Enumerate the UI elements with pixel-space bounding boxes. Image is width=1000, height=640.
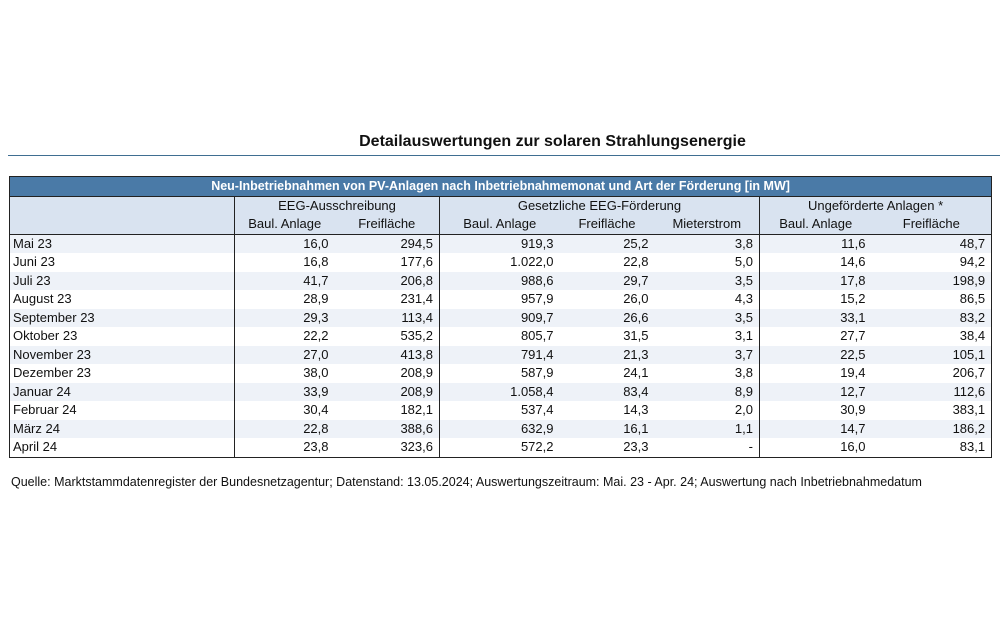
value-cell: 22,2: [235, 327, 335, 346]
value-cell: 33,1: [760, 309, 872, 328]
value-cell: 3,8: [655, 234, 760, 253]
table-row: [10, 290, 992, 309]
value-cell: 86,5: [872, 290, 992, 309]
month-cell: Mai 23: [10, 234, 235, 253]
value-cell: 535,2: [335, 327, 440, 346]
value-cell: -: [655, 438, 760, 457]
table-row: [10, 383, 992, 402]
table-row: [10, 346, 992, 365]
value-cell: 22,8: [235, 420, 335, 439]
value-cell: 3,5: [655, 272, 760, 291]
value-cell: 537,4: [440, 401, 560, 420]
subheader-row: [10, 215, 992, 234]
value-cell: 3,1: [655, 327, 760, 346]
value-cell: 23,3: [560, 438, 655, 457]
table-row: [10, 438, 992, 457]
value-cell: 17,8: [760, 272, 872, 291]
value-cell: 22,8: [560, 253, 655, 272]
value-cell: 206,7: [872, 364, 992, 383]
value-cell: 26,0: [560, 290, 655, 309]
value-cell: 16,8: [235, 253, 335, 272]
value-cell: 388,6: [335, 420, 440, 439]
value-cell: 19,4: [760, 364, 872, 383]
value-cell: 3,5: [655, 309, 760, 328]
value-cell: 383,1: [872, 401, 992, 420]
table-row: [10, 420, 992, 439]
value-cell: 113,4: [335, 309, 440, 328]
value-cell: 38,0: [235, 364, 335, 383]
table-row: [10, 272, 992, 291]
value-cell: 208,9: [335, 383, 440, 402]
value-cell: 919,3: [440, 234, 560, 253]
month-cell: September 23: [10, 309, 235, 328]
value-cell: 3,7: [655, 346, 760, 365]
value-cell: 26,6: [560, 309, 655, 328]
value-cell: 182,1: [335, 401, 440, 420]
value-cell: 231,4: [335, 290, 440, 309]
value-cell: 206,8: [335, 272, 440, 291]
value-cell: 29,7: [560, 272, 655, 291]
value-cell: 198,9: [872, 272, 992, 291]
value-cell: 1,1: [655, 420, 760, 439]
value-cell: 805,7: [440, 327, 560, 346]
value-cell: 105,1: [872, 346, 992, 365]
value-cell: 30,4: [235, 401, 335, 420]
value-cell: 14,7: [760, 420, 872, 439]
value-cell: 14,3: [560, 401, 655, 420]
value-cell: 83,4: [560, 383, 655, 402]
value-cell: 15,2: [760, 290, 872, 309]
value-cell: 24,1: [560, 364, 655, 383]
group-ungefoerderte-anlagen: Ungeförderte Anlagen *: [760, 196, 992, 215]
value-cell: 83,2: [872, 309, 992, 328]
column-header: Mieterstrom: [655, 215, 760, 234]
value-cell: 909,7: [440, 309, 560, 328]
value-cell: 41,7: [235, 272, 335, 291]
value-cell: 5,0: [655, 253, 760, 272]
pv-table: [9, 176, 992, 458]
table-banner-row: [10, 177, 992, 197]
value-cell: 413,8: [335, 346, 440, 365]
column-header: Freifläche: [560, 215, 655, 234]
table-row: [10, 401, 992, 420]
month-cell: November 23: [10, 346, 235, 365]
table-banner: Neu-Inbetriebnahmen von PV-Anlagen nach Inbetriebnahmemonat und Art der Förderung [in MW]: [10, 177, 992, 197]
month-cell: Juli 23: [10, 272, 235, 291]
value-cell: 177,6: [335, 253, 440, 272]
table-row: [10, 309, 992, 328]
value-cell: 957,9: [440, 290, 560, 309]
value-cell: 83,1: [872, 438, 992, 457]
value-cell: 27,7: [760, 327, 872, 346]
value-cell: 12,7: [760, 383, 872, 402]
value-cell: 2,0: [655, 401, 760, 420]
value-cell: 323,6: [335, 438, 440, 457]
value-cell: 572,2: [440, 438, 560, 457]
table-row: [10, 327, 992, 346]
value-cell: 31,5: [560, 327, 655, 346]
value-cell: 27,0: [235, 346, 335, 365]
value-cell: 38,4: [872, 327, 992, 346]
value-cell: 22,5: [760, 346, 872, 365]
value-cell: 4,3: [655, 290, 760, 309]
corner-cell: [10, 196, 235, 215]
value-cell: 11,6: [760, 234, 872, 253]
month-cell: Februar 24: [10, 401, 235, 420]
value-cell: 25,2: [560, 234, 655, 253]
month-cell: Dezember 23: [10, 364, 235, 383]
value-cell: 30,9: [760, 401, 872, 420]
value-cell: 14,6: [760, 253, 872, 272]
group-gesetzliche-foerderung: Gesetzliche EEG-Förderung: [440, 196, 760, 215]
value-cell: 3,8: [655, 364, 760, 383]
value-cell: 48,7: [872, 234, 992, 253]
value-cell: 632,9: [440, 420, 560, 439]
value-cell: 28,9: [235, 290, 335, 309]
value-cell: 21,3: [560, 346, 655, 365]
column-header: Baul. Anlage: [235, 215, 335, 234]
corner-cell-lower: [10, 215, 235, 234]
month-cell: August 23: [10, 290, 235, 309]
value-cell: 1.022,0: [440, 253, 560, 272]
month-cell: Januar 24: [10, 383, 235, 402]
column-header: Baul. Anlage: [760, 215, 872, 234]
value-cell: 8,9: [655, 383, 760, 402]
value-cell: 29,3: [235, 309, 335, 328]
column-header: Freifläche: [335, 215, 440, 234]
value-cell: 208,9: [335, 364, 440, 383]
value-cell: 33,9: [235, 383, 335, 402]
table-row: [10, 253, 992, 272]
month-cell: März 24: [10, 420, 235, 439]
source-note: Quelle: Marktstammdatenregister der Bundesnetzagentur; Datenstand: 13.05.2024; Auswertungszeitraum: Mai. 23 - Apr. 24; Auswertung nach Inbetriebnahmedatum: [11, 475, 922, 489]
value-cell: 23,8: [235, 438, 335, 457]
table-row: [10, 234, 992, 253]
value-cell: 186,2: [872, 420, 992, 439]
value-cell: 16,0: [760, 438, 872, 457]
month-cell: April 24: [10, 438, 235, 457]
value-cell: 16,1: [560, 420, 655, 439]
group-eeg-ausschreibung: EEG-Ausschreibung: [235, 196, 440, 215]
value-cell: 94,2: [872, 253, 992, 272]
group-header-row: [10, 196, 992, 215]
value-cell: 16,0: [235, 234, 335, 253]
value-cell: 988,6: [440, 272, 560, 291]
page-title: Detailauswertungen zur solaren Strahlungsenergie: [359, 133, 746, 150]
month-cell: Juni 23: [10, 253, 235, 272]
month-cell: Oktober 23: [10, 327, 235, 346]
value-cell: 1.058,4: [440, 383, 560, 402]
title-divider: [8, 155, 1000, 156]
column-header: Freifläche: [872, 215, 992, 234]
value-cell: 112,6: [872, 383, 992, 402]
value-cell: 587,9: [440, 364, 560, 383]
column-header: Baul. Anlage: [440, 215, 560, 234]
value-cell: 294,5: [335, 234, 440, 253]
table-row: [10, 364, 992, 383]
value-cell: 791,4: [440, 346, 560, 365]
